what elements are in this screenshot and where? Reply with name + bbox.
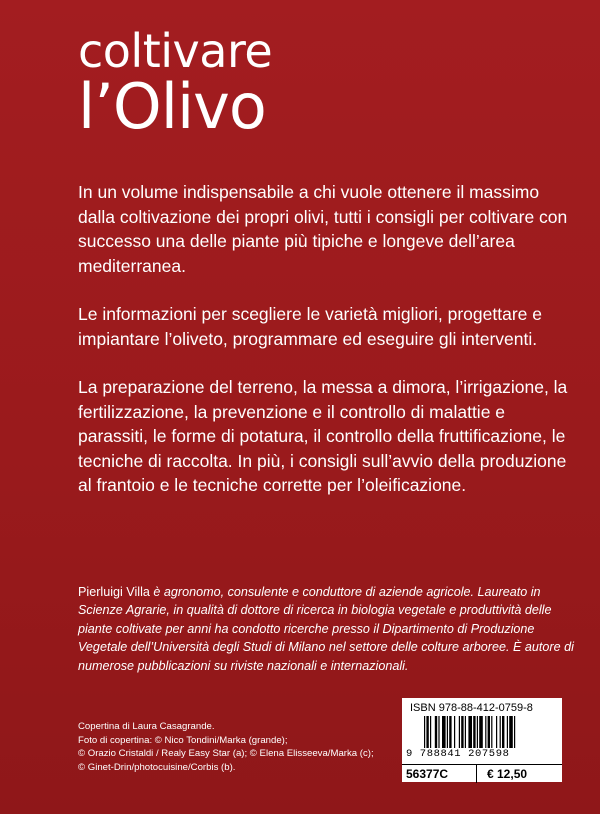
price: € 12,50	[487, 767, 528, 781]
product-code: 56377C	[402, 765, 477, 783]
blurb-paragraph-1: In un volume indispensabile a chi vuole ottenere il massimo dalla coltivazione dei propri olivi, tutti i consigli per coltivare con successo una delle piante più tipiche e longeve dell’area mediterranea.	[78, 182, 568, 276]
blurb-paragraph-2: Le informazioni per scegliere le varietà migliori, progettare e impiantare l’oliveto, programmare ed eseguire gli interventi.	[78, 304, 542, 349]
book-title	[78, 24, 273, 143]
barcode-bars	[424, 716, 548, 748]
blurb	[78, 180, 578, 522]
author-bio-text: è agronomo, consulente e conduttore di aziende agricole. Laureato in Scienze Agrarie, in qualità di dottore di ricerca in biologia vegetale e produttività delle piante coltivate per anni ha condotto ricerche presso il Dipartimento di Produzione Vegetale dell’Università degli Studi di Milano nel settore delle colture arboree. È autore di numerose pubblicazioni su riviste nazionali e internazionali.	[78, 585, 574, 673]
ean-number: 9 788841 207598	[406, 748, 510, 760]
blurb-paragraph-3: La preparazione del terreno, la messa a dimora, l’irrigazione, la fertilizzazione, la prevenzione e il controllo di malattie e parassiti, le forme di potatura, il controllo della fruttificazione, le tecniche di raccolta. In più, i consigli sull’avvio della produzione al frantoio e le tecniche corrette per l’oleificazione.	[78, 377, 568, 495]
author-bio	[78, 583, 578, 675]
title-line-1: coltivare	[78, 24, 273, 78]
price-row	[402, 764, 562, 783]
photo-credits	[78, 720, 378, 774]
credit-line-3: © Orazio Cristaldi / Realy Easy Star (a); © Elena Elisseeva/Marka (c);	[78, 748, 374, 759]
barcode-box	[402, 698, 562, 782]
title-line-2: l’Olivo	[78, 70, 266, 143]
credit-line-1: Copertina di Laura Casagrande.	[78, 721, 215, 732]
author-name: Pierluigi Villa	[78, 585, 150, 599]
isbn-label: ISBN 978-88-412-0759-8	[410, 702, 533, 714]
credit-line-4: © Ginet-Drin/photocuisine/Corbis (b).	[78, 761, 236, 773]
credit-line-2: Foto di copertina: © Nico Tondini/Marka (grande);	[78, 734, 288, 746]
